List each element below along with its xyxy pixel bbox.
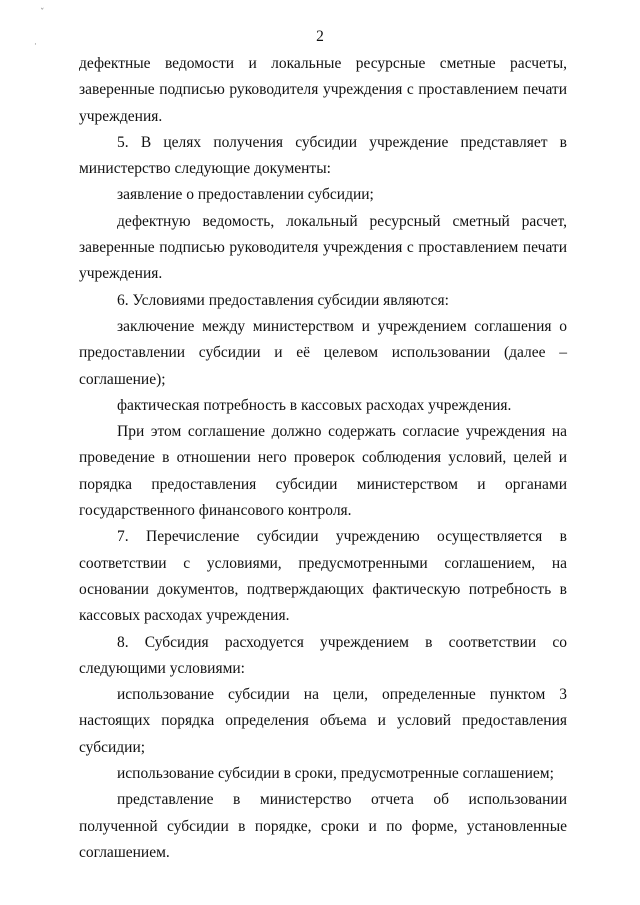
paragraph: 5. В целях получения субсидии учреждение представляет в министерство следующие документы: bbox=[79, 133, 567, 178]
paragraph: использование субсидии в сроки, предусмотренные соглашением; bbox=[117, 765, 554, 783]
document-body bbox=[79, 51, 567, 866]
paragraph: использование субсидии на цели, определенные пунктом 3 настоящих порядка определения объема и условий предоставления субсидии; bbox=[79, 686, 567, 756]
paragraph: 6. Условиями предоставления субсидии являются: bbox=[117, 291, 449, 309]
paragraph: представление в министерство отчета об использовании полученной субсидии в порядке, сроки и по форме, установленные соглашением. bbox=[79, 791, 567, 861]
paragraph: заключение между министерством и учреждением соглашения о предоставлении субсидии и её целевом использовании (далее – соглашение); bbox=[79, 317, 567, 388]
paragraph: При этом соглашение должно содержать согласие учреждения на проведение в отношении него проверок соблюдения условий, целей и порядка предоставления субсидии министерством и органами государственного финансового контроля. bbox=[79, 423, 567, 520]
paragraph: дефектную ведомость, локальный ресурсный сметный расчет, заверенные подписью руководителя учреждения с проставлением печати учреждения. bbox=[79, 212, 567, 283]
paragraph: 8. Субсидия расходуется учреждением в соответствии со следующими условиями: bbox=[79, 633, 567, 677]
paragraph: дефектные ведомости и локальные ресурсные сметные расчеты, заверенные подписью руководителя учреждения с проставлением печати учреждения. bbox=[79, 55, 567, 125]
scan-mark: · bbox=[34, 40, 37, 50]
paragraph: заявление о предоставлении субсидии; bbox=[117, 186, 374, 204]
paragraph: 7. Перечисление субсидии учреждению осуществляется в соответствии с условиями, предусмотренными соглашением, на основании документов, подтверждающих фактическую потребность в кассовых расходах учреждения. bbox=[79, 528, 567, 625]
scan-mark: ˇ bbox=[40, 8, 45, 18]
page-number: 2 bbox=[316, 28, 324, 45]
paragraph: фактическая потребность в кассовых расходах учреждения. bbox=[117, 396, 512, 414]
